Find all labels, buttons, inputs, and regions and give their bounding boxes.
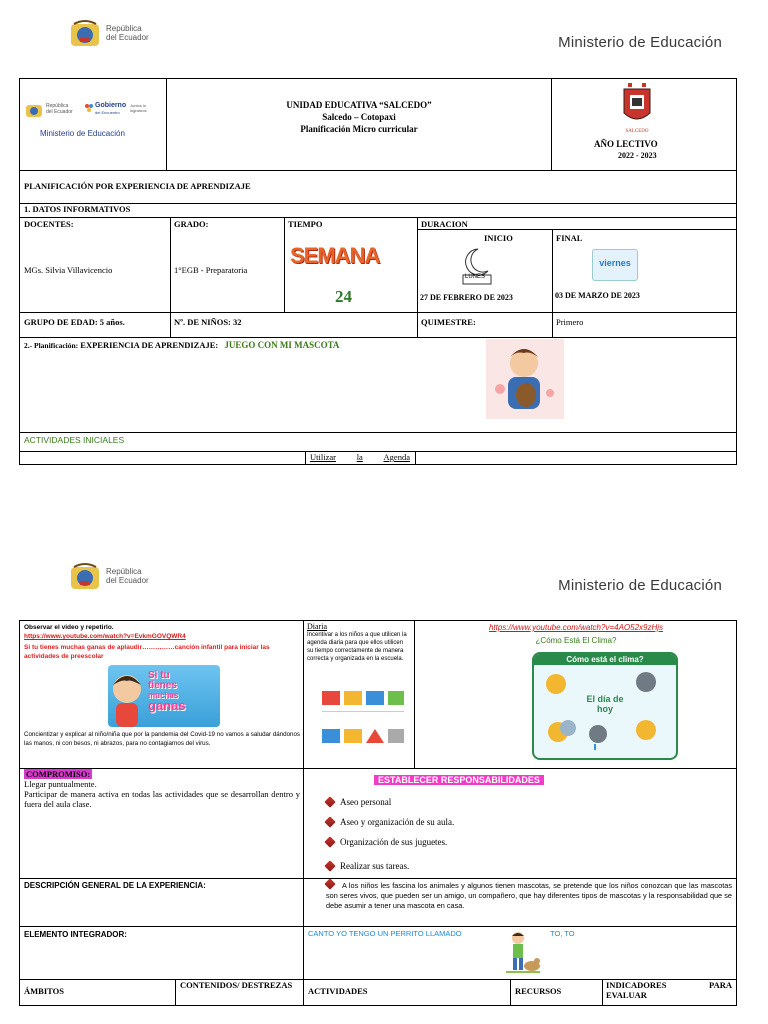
docente-name: MGs. Silvia Villavicencio <box>24 265 113 275</box>
video-cell <box>24 623 300 661</box>
responsabilidades-title: ESTABLECER RESPONSABILIDADES <box>374 775 544 785</box>
ministry-small-text: Ministerio de Educación <box>40 129 125 138</box>
gobierno-text: Gobierno <box>95 102 127 109</box>
video-link[interactable]: https://www.youtube.com/watch?v=EvkmGOVQWR4 <box>24 633 186 640</box>
seal-caption <box>106 567 149 585</box>
semana-value: 24 <box>335 287 352 306</box>
elemento-text2: TO, TO <box>550 929 575 938</box>
clima-question: ¿Cómo Está El Clima? <box>535 636 617 645</box>
resp-item <box>326 837 726 847</box>
inicio-date: 27 DE FEBRERO DE 2023 <box>420 293 513 302</box>
ecuador-seal-icon <box>68 561 102 595</box>
pencil-icon <box>324 836 335 847</box>
actividades-iniciales-row <box>19 432 737 452</box>
final-label: FINAL <box>556 233 583 243</box>
recursos-header: RECURSOS <box>515 986 562 996</box>
contenidos-header: CONTENIDOS/ DESTREZAS <box>180 980 293 990</box>
quimestre-value: Primero <box>556 317 584 327</box>
school-logo-icon <box>620 83 654 129</box>
school-name: UNIDAD EDUCATIVA “SALCEDO” <box>286 100 432 110</box>
seal-text-line2: del Ecuador <box>106 576 149 585</box>
school-location: Salcedo – Cotopaxi <box>322 112 396 122</box>
seal-text-line1: República <box>106 24 142 33</box>
year-value: 2022 - 2023 <box>618 151 657 160</box>
plan-type: Planificación Micro curricular <box>300 124 418 134</box>
song-text: Si tu tienes muchas ganas de aplaudir……………canción infantil para iniciar las actividades de preescolar <box>24 644 270 660</box>
ninos-label: Nº. DE NIÑOS: 32 <box>174 317 242 327</box>
clima-image <box>532 652 678 760</box>
covid-text: Concientizar y explicar al niño/niña que por la pandemia del Covid-19 no vamos a saludar dándonos las manos, ni con besos, ni abrazos, para no contagiarnos del virus. <box>24 731 300 747</box>
boy-with-puppy-icon <box>504 930 542 974</box>
viernes-badge <box>592 249 638 281</box>
compromiso-cell <box>24 769 300 809</box>
resp-item-label: Aseo y organización de su aula. <box>340 817 455 827</box>
ministry-title: Ministerio de Educación <box>558 34 722 51</box>
inicio-label: INICIO <box>484 233 513 243</box>
ecuador-seal-small-icon <box>24 101 44 121</box>
elemento-text: CANTO YO TENGO UN PERRITO LLAMADO <box>308 929 462 938</box>
duracion-label: DURACION <box>421 219 468 229</box>
juntos-text: Juntos lo logramos <box>130 103 147 113</box>
agenda-word-2: la <box>356 452 363 462</box>
responsabilidades-title-wrap <box>374 770 544 788</box>
tiempo-label: TIEMPO <box>288 219 323 229</box>
semana-label: SEMANA <box>290 243 380 268</box>
descripcion-label: DESCRIPCIÓN GENERAL DE LA EXPERIENCIA: <box>24 881 206 890</box>
agenda-pictograms-icon <box>320 689 406 763</box>
resp-item <box>326 797 726 807</box>
section2-label: EXPERIENCIA DE APRENDIZAJE: <box>80 340 219 350</box>
clima-dia-text: El día de hoy <box>586 694 624 714</box>
compromiso-item-2: Participar de manera activa en todas las actividades que se desarrollan dentro y fuera del aula clase. <box>24 789 300 809</box>
section1-row <box>19 203 737 218</box>
header-block <box>19 78 737 171</box>
section2-title: JUEGO CON MI MASCOTA <box>224 340 340 350</box>
seal-text-line1: República <box>106 567 142 576</box>
diaria-cell <box>307 623 411 663</box>
ministry-logo-block: República del Ecuador Gobierno del Encuentro Juntos lo logramos Ministerio de Educación <box>22 99 162 139</box>
indicadores-header: INDICADORES PARA EVALUAR <box>606 980 732 1000</box>
gobierno-logo-icon <box>84 103 94 113</box>
compromiso-title: COMPROMISO: <box>26 769 91 779</box>
clima-link[interactable]: https://www.youtube.com/watch?v=4AO52x9zHjs <box>488 623 664 632</box>
elemento-label: ELEMENTO INTEGRADOR: <box>24 930 127 939</box>
ecuador-seal-icon <box>68 18 102 52</box>
school-info <box>167 99 551 135</box>
agenda-row <box>19 451 737 465</box>
pencil-icon <box>324 878 335 889</box>
responsabilidades-list <box>326 797 726 881</box>
song-thumbnail[interactable] <box>108 665 220 727</box>
del-encuentro-text: del Encuentro <box>95 110 120 115</box>
final-date: 03 DE MARZO DE 2023 <box>555 291 640 300</box>
ministry-title: Ministerio de Educación <box>558 577 722 594</box>
resp-item-label: Aseo personal <box>340 797 392 807</box>
resp-item-label: Organización de sus juguetes. <box>340 837 448 847</box>
video-intro: Observar el video y repetirlo. <box>24 624 114 631</box>
section2-row <box>19 337 737 433</box>
info-grid <box>19 217 737 313</box>
ambitos-header: ÁMBITOS <box>24 986 64 996</box>
agenda-word-1: Utilizar <box>310 452 336 462</box>
school-logo-caption: SALCEDO <box>625 129 649 134</box>
diaria-title: Diaria <box>307 622 327 631</box>
descripcion-text: A los niños les fascina los animales y algunos tienen mascotas, se pretende que los niños conozcan que las mascotas son seres vivos, que pueden ser un amigo, un compañero, que hay diferentes tipos de mascotas y la responsabilidad que se debe asumir a tener una mascota en casa. <box>326 881 732 910</box>
section1-title: 1. DATOS INFORMATIVOS <box>24 204 131 214</box>
compromiso-item-1: Llegar puntualmente. <box>24 779 97 789</box>
pencil-icon <box>324 860 335 871</box>
agenda-word-3: Agenda <box>383 452 410 462</box>
thumbnail-title <box>148 671 186 711</box>
grado-value: 1°EGB - Preparatoria <box>174 265 248 275</box>
page2-table <box>19 620 737 1006</box>
actividades-header: ACTIVIDADES <box>308 986 368 996</box>
lunes-text: LUNES <box>465 274 486 280</box>
pencil-icon <box>324 796 335 807</box>
thumb-text-1: Si tu <box>148 670 170 681</box>
boy-with-dog-icon <box>486 339 564 419</box>
clima-cell <box>418 623 734 645</box>
actividades-iniciales-label: ACTIVIDADES INICIALES <box>24 435 125 445</box>
thumb-text-4: ganas <box>148 698 186 713</box>
thumb-text-3: muchas <box>148 691 179 700</box>
resp-item <box>326 817 726 827</box>
agenda-text <box>310 452 410 462</box>
plan-title: PLANIFICACIÓN POR EXPERIENCIA DE APRENDIZAJE <box>24 181 251 191</box>
descripcion-cell <box>326 880 732 911</box>
grado-label: GRADO: <box>174 219 209 229</box>
quimestre-label: QUIMESTRE: <box>421 317 476 327</box>
grupo-row <box>19 312 737 338</box>
page-header-1 <box>0 0 768 60</box>
pencil-icon <box>324 816 335 827</box>
cartoon-character-icon <box>110 671 144 727</box>
viernes-text: viernes <box>599 258 631 268</box>
page-header-2 <box>0 543 768 603</box>
plan-title-row <box>19 170 737 204</box>
year-label: AÑO LECTIVO <box>594 139 658 149</box>
section2-prefix: 2.- Planificación: <box>24 341 79 350</box>
clima-image-title: Cómo está el clima? <box>534 654 676 665</box>
resp-item-label: Realizar sus tareas. <box>340 861 410 871</box>
grupo-label: GRUPO DE EDAD: 5 años. <box>24 317 125 327</box>
seal-text-line2: del Ecuador <box>106 33 149 42</box>
thumb-text-2: tienes <box>148 680 177 691</box>
docentes-label: DOCENTES: <box>24 219 74 229</box>
diaria-text: Incentivar a los niños a que utilicen la agenda diaria para que ellos utilicen su tiempo correctamente de manera correcta y organizada en la escuela. <box>307 632 407 662</box>
seal-caption <box>106 24 149 42</box>
resp-item <box>326 861 726 871</box>
